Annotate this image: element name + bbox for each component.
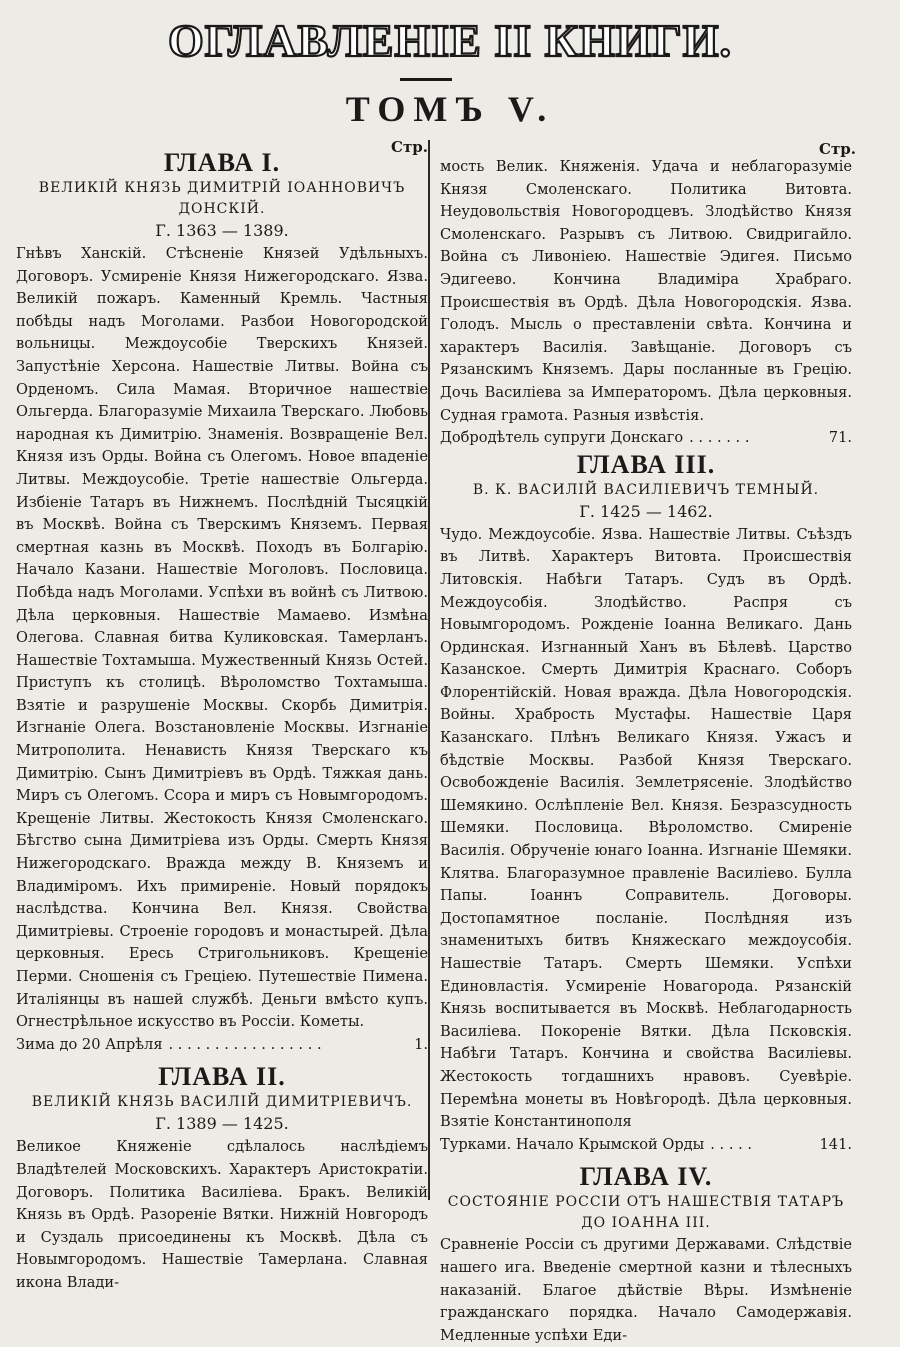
page-column-label: Стр. <box>391 138 428 156</box>
chapter-3-end-line <box>440 1134 852 1157</box>
chapter-2-years: Г. 1389 — 1425. <box>155 1114 289 1134</box>
chapter-1-heading: ГЛАВА I. <box>163 148 281 177</box>
left-column <box>16 138 428 1295</box>
leader-dots: . . . . . . . <box>689 429 750 447</box>
chapter-1-summary: Гнѣвъ Ханскій. Стѣсненіе Князей Удѣльныхъ. Договоръ. Усмиреніе Князя Нижегородскаго. Язва. Великій пожаръ. Каменный Кремль. Частныя побѣды надъ Моголами. Разбои Новогородской вольницы. Междоусобіе Тверскихъ Князей. Запустѣніе Херсона. Нашествіе Литвы. Война съ Ордeномъ. Сила Мамая. Вторичное нашествіе Ольгерда. Благоразуміе Михаила Тверскаго. Любовь народная къ Димитрію. Знаменія. Возвращеніе Вел. Князя изъ Орды. Война съ Олегомъ. Новое впаденіе Литвы. Междоусобіе. Третіе нашествіе Ольгерда. Избіеніе Татаръ въ Нижнемъ. Послѣдній Тысяцкій въ Москвѣ. Война съ Тверскимъ Княземъ. Первая смертная казнь въ Москвѣ. Походъ въ Болгарію. Начало Казани. Нашествіе Моголовъ. Пословица. Побѣда надъ Моголами. Успѣхи въ войнѣ съ Литвою. Дѣла церковныя. Нашествіе Мамаево. Измѣна Олегова. Славная битва Куликовская. Тамерланъ. Нашествіе Тохтамыша. Мужественный Князь Остей. Приступъ къ столицѣ. Вѣроломство Тохтамыша. Взятіе и разрушеніе Москвы. Скорбь Димитрія. Изгнаніе Олега. Возстановленіе Москвы. Изгнаніе Митрополита. Ненависть Князя Тверскаго къ Димитрію. Сынъ Димитріевъ въ Ордѣ. Тяжкая дань. Миръ съ Олегомъ. Ссора и миръ съ Новымгородомъ. Крещеніе Литвы. Жестокость Князя Смоленскаго. Бѣгство сына Димитріева изъ Орды. Смерть Князя Нижегородскаго. Вражда между В. Княземъ и Владиміромъ. Ихъ примиреніе. Новый порядокъ наслѣдства. Кончина Вел. Князя. Свойства Димитріевы. Строеніе городовъ и монастырей. Дѣла церковныя. Ересь Стригольниковъ. Крещеніе Перми. Сношенія съ Греціею. Путешествіе Пимена. Италіянцы въ нашей службѣ. Деньги вмѣсто купъ. Огнестрѣльное искусство въ Россіи. Кометы. <box>16 245 428 1031</box>
chapter-2-summary-continued: мость Велик. Княженія. Удача и неблагоразуміе Князя Смоленскаго. Политика Витовта. Неудовольствія Новогородцевъ. Злодѣйство Князя Смоленскаго. Разрывъ съ Литвою. Свидригайло. Война съ Ливоніею. Нашествіе Эдигея. Письмо Эдигеево. Кончина Владиміра Храбраго. Происшествія въ Ордѣ. Дѣла Новогородскія. Язва. Голодъ. Мысль о преставленіи свѣта. Кончина и характеръ Василія. Завѣщаніе. Договоръ съ Рязанскимъ Княземъ. Дары посланные въ Грецію. Дочь Василіева за Императоромъ. Дѣла церковныя. Судная грамота. Разныя извѣстія. <box>440 158 852 424</box>
chapter-2-last-line: Добродѣтель супруги Донскаго <box>440 429 684 447</box>
right-column <box>440 138 856 1347</box>
title-rule <box>400 78 452 81</box>
page-column-label-right: Стр. <box>819 140 856 158</box>
column-divider <box>428 140 430 1200</box>
chapter-4-heading: ГЛАВА IV. <box>579 1162 713 1192</box>
chapter-3-heading: ГЛАВА III. <box>576 449 716 479</box>
chapter-4-subtitle: СОСТОЯНІЕ РОССІИ ОТЪ НАШЕСТВІЯ ТАТАРЪ ДО ІОАННА III. <box>447 1194 845 1232</box>
chapter-2-subtitle: ВЕЛИКІЙ КНЯЗЬ ВАСИЛІЙ ДИМИТРІЕВИЧЪ. <box>31 1094 413 1111</box>
chapter-3-subtitle: В. К. ВАСИЛІЙ ВАСИЛІЕВИЧЪ ТЕМНЫЙ. <box>472 481 820 498</box>
volume-title: ТОМЪ V. <box>345 89 555 129</box>
chapter-1-end-line <box>16 1034 428 1057</box>
chapter-2-summary: Великое Княженіе сдѣлалось наслѣдіемъ Владѣтелей Московскихъ. Характеръ Аристократіи. Договоръ. Политика Василіева. Бракъ. Великій Князь въ Ордѣ. Разореніе Вятки. Нижній Новгородъ и Суздаль присоединены къ Москвѣ. Дѣла съ Новымгородомъ. Нашествіе Тамерлана. Славная икона Влади- <box>16 1138 428 1291</box>
chapter-2-page: 71. <box>828 429 852 447</box>
chapter-2-heading: ГЛАВА II. <box>158 1062 286 1092</box>
chapter-2-end-line <box>440 427 852 450</box>
chapter-4-summary: Сравненіе Россіи съ другими Державами. Слѣдствіе нашего ига. Введеніе смертной казни и тѣлесныхъ наказаній. Благое дѣйствіе Вѣры. Измѣненіе гражданскаго порядка. Начало Самодержавія. Медленные успѣхи Еди- <box>440 1236 852 1344</box>
chapter-1-page: 1. <box>414 1035 428 1053</box>
book-contents-title: ОГЛАВЛЕНІЕ II КНИГИ. <box>167 15 733 66</box>
leader-dots: . . . . . . . . . . . . . . . . . <box>168 1035 322 1053</box>
chapter-3-years: Г. 1425 — 1462. <box>579 501 713 521</box>
leader-dots: . . . . . <box>710 1135 753 1153</box>
chapter-3-last-line: Турками. Начало Крымской Орды <box>440 1135 705 1153</box>
chapter-1-years: Г. 1363 — 1389. <box>155 221 289 240</box>
chapter-1-last-line: Зима до 20 Апрѣля <box>16 1035 163 1053</box>
chapter-1-subtitle: ВЕЛИКІЙ КНЯЗЬ ДИМИТРІЙ ІОАННОВИЧЪ ДОНСКІЙ. <box>38 180 406 217</box>
chapter-3-summary: Чудо. Междоусобіе. Язва. Нашествіе Литвы. Съѣздъ въ Литвѣ. Характеръ Витовта. Происшествія Литовскія. Набѣги Татаръ. Судъ въ Ордѣ. Междоусобія. Злодѣйство. Распря съ Новымгородомъ. Рожденіе Іоанна Великаго. Дань Ординская. Изгнанный Ханъ въ Бѣлевѣ. Царство Казанское. Смерть Димитрія Краснаго. Соборъ Флорентійскій. Новая вражда. Дѣла Новогородскія. Войны. Храбрость Мустафы. Нашествіе Царя Казанскаго. Плѣнъ Великаго Князя. Ужасъ и бѣдствіе Москвы. Разбой Князя Тверскаго. Освобожденіе Василія. Землетрясеніе. Злодѣйство Шемякино. Ослѣпленіе Вел. Князя. Безразсудность Шемяки. Пословица. Вѣроломство. Смиреніе Василія. Обрученіе юнаго Іоанна. Изгнаніе Шемяки. Клятва. Благоразумное правленіе Василіево. Булла Папы. Іоаннъ Соправитель. Договоры. Достопамятное посланіе. Послѣдняя изъ знаменитыхъ битвъ Княжескаго междоусобія. Нашествіе Татаръ. Смерть Шемяки. Успѣхи Единовластія. Усмиреніе Новагорода. Рязанскій Князь воспитывается въ Москвѣ. Неблагодарность Василіева. Покореніе Вятки. Дѣла Псковскія. Набѣги Татаръ. Кончина и свойства Василіевы. Жестокость тогдашнихъ нравовъ. Суевѣріе. Перемѣна монеты въ Новѣгородѣ. Дѣла церковныя. Взятіе Константинополя <box>440 525 852 1131</box>
chapter-3-page: 141. <box>819 1135 852 1153</box>
